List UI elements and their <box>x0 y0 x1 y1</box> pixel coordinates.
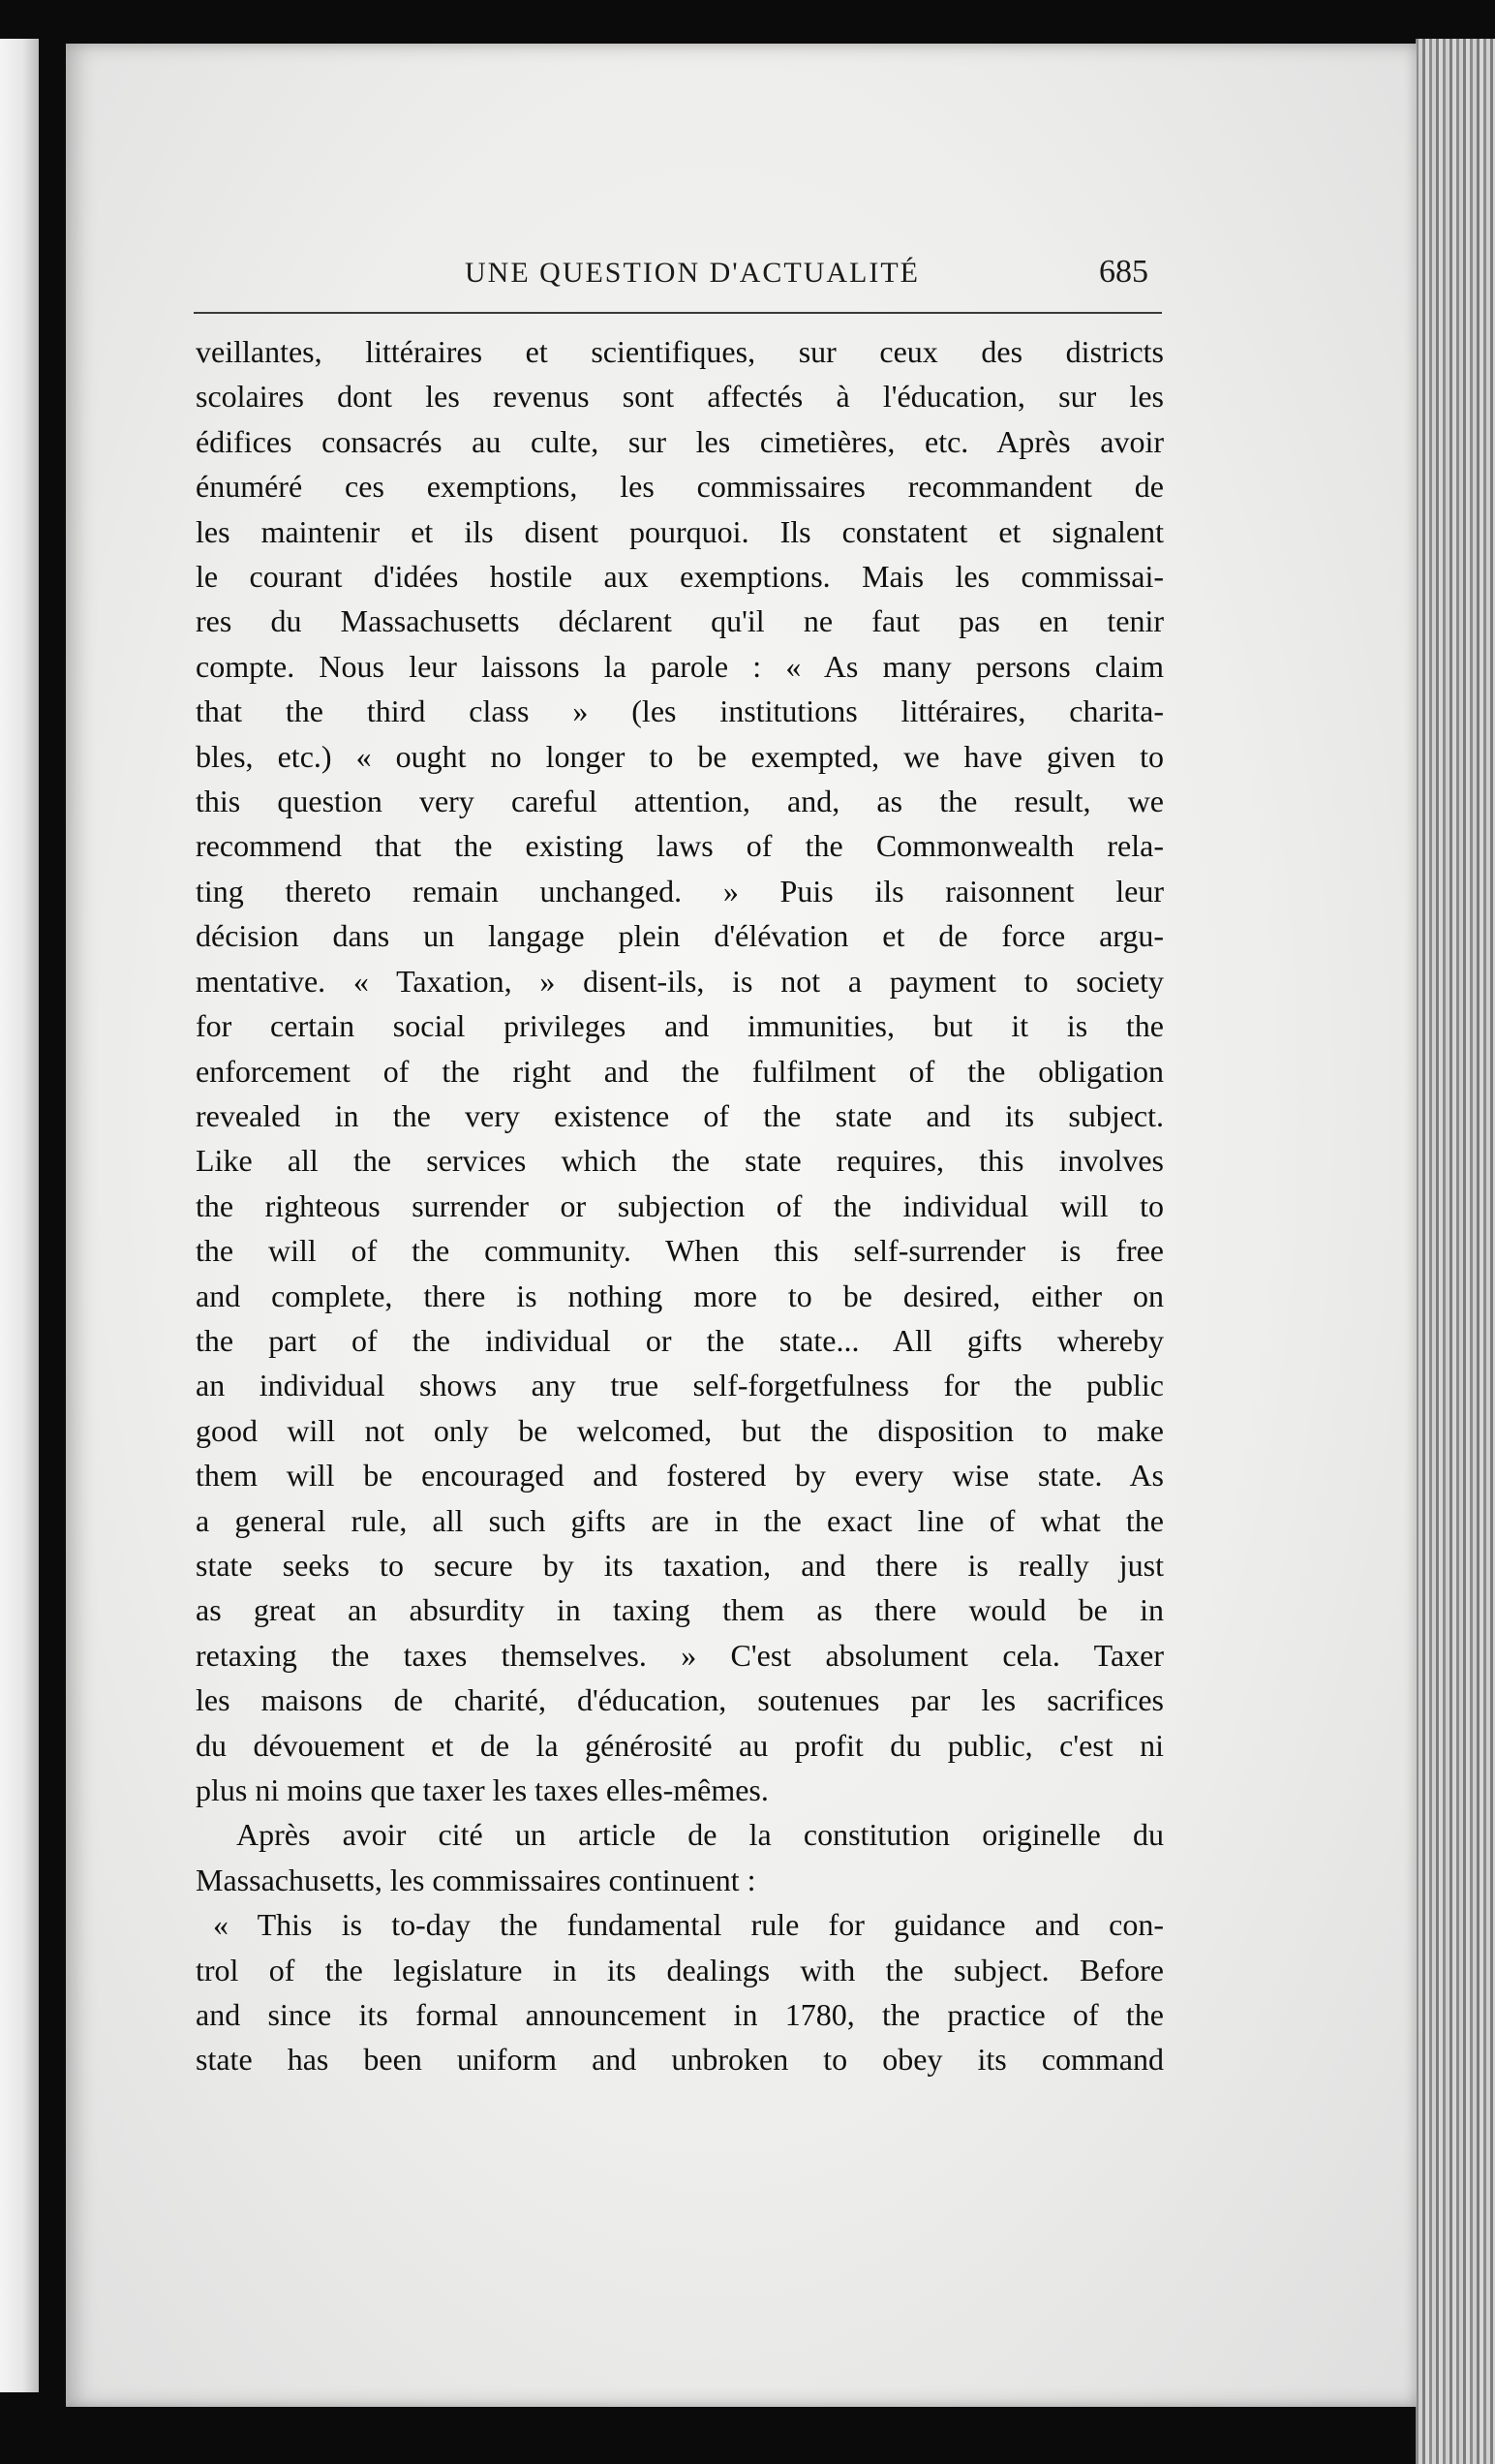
body-text <box>196 329 1164 2082</box>
text-line: Massachusetts, les commissaires continuent : <box>196 1862 756 1897</box>
text-line: this question very careful attention, and, as the result, we <box>196 784 1164 819</box>
text-line: a general rule, all such gifts are in the exact line of what the <box>196 1502 1164 1538</box>
text-line: the part of the individual or the state... All gifts whereby <box>196 1322 1164 1358</box>
text-line: « This is to-day the fundamental rule for guidance and con- <box>213 1907 1164 1943</box>
text-line: the righteous surrender or subjection of the individual will to <box>196 1187 1164 1223</box>
running-title: UNE QUESTION D'ACTUALITÉ <box>465 257 921 289</box>
text-line: the will of the community. When this self-surrender is free <box>196 1233 1164 1269</box>
text-line: les maintenir et ils disent pourquoi. Ils constatent et signalent <box>196 513 1164 549</box>
header-rule <box>194 312 1162 314</box>
facing-page-edge <box>0 39 39 2392</box>
text-line: retaxing the taxes themselves. » C'est absolument cela. Taxer <box>196 1637 1164 1673</box>
text-line: and complete, there is nothing more to be desired, either on <box>196 1278 1164 1313</box>
text-line: énuméré ces exemptions, les commissaires recommandent de <box>196 469 1164 505</box>
text-line: bles, etc.) « ought no longer to be exempted, we have given to <box>196 738 1164 774</box>
text-line: them will be encouraged and fostered by every wise state. As <box>196 1458 1164 1494</box>
text-line: les maisons de charité, d'éducation, soutenues par les sacrifices <box>196 1682 1164 1718</box>
text-line: scolaires dont les revenus sont affectés à l'éducation, sur les <box>196 379 1164 415</box>
text-line: res du Massachusetts déclarent qu'il ne faut pas en tenir <box>196 603 1164 639</box>
text-line: Like all the services which the state requires, this involves <box>196 1143 1164 1179</box>
text-line: and since its formal announcement in 1780, the practice of the <box>196 1997 1164 2033</box>
text-line: Après avoir cité un article de la constitution originelle du <box>236 1817 1164 1853</box>
text-line: édifices consacrés au culte, sur les cimetières, etc. Après avoir <box>196 423 1164 459</box>
text-line: state seeks to secure by its taxation, and there is really just <box>196 1547 1164 1583</box>
text-line: mentative. « Taxation, » disent-ils, is not a payment to society <box>196 963 1164 999</box>
text-line: plus ni moins que taxer les taxes elles-mêmes. <box>196 1772 769 1807</box>
text-line: le courant d'idées hostile aux exemptions. Mais les commissai- <box>196 559 1164 595</box>
text-line: for certain social privileges and immunities, but it is the <box>196 1008 1164 1044</box>
text-line: enforcement of the right and the fulfilment of the obligation <box>196 1053 1164 1089</box>
book-page-edges <box>1416 39 1495 2464</box>
text-line: an individual shows any true self-forgetfulness for the public <box>196 1368 1164 1403</box>
text-line: décision dans un langage plein d'élévation et de force argu- <box>196 918 1164 954</box>
text-line: revealed in the very existence of the state and its subject. <box>196 1097 1164 1133</box>
text-line: good will not only be welcomed, but the disposition to make <box>196 1412 1164 1448</box>
page-number: 685 <box>1099 254 1148 290</box>
text-line: trol of the legislature in its dealings with the subject. Before <box>196 1952 1164 1987</box>
text-line: that the third class » (les institutions littéraires, charita- <box>196 693 1164 729</box>
text-line: compte. Nous leur laissons la parole : « As many persons claim <box>196 648 1164 684</box>
text-line: state has been uniform and unbroken to obey its command <box>196 2042 1164 2078</box>
text-line: veillantes, littéraires et scientifiques, sur ceux des districts <box>196 334 1164 369</box>
text-line: recommend that the existing laws of the Commonwealth rela- <box>196 828 1164 864</box>
text-line: as great an absurdity in taxing them as there would be in <box>196 1592 1164 1628</box>
text-line: ting thereto remain unchanged. » Puis ils raisonnent leur <box>196 873 1164 909</box>
text-line: du dévouement et de la générosité au profit du public, c'est ni <box>196 1727 1164 1763</box>
